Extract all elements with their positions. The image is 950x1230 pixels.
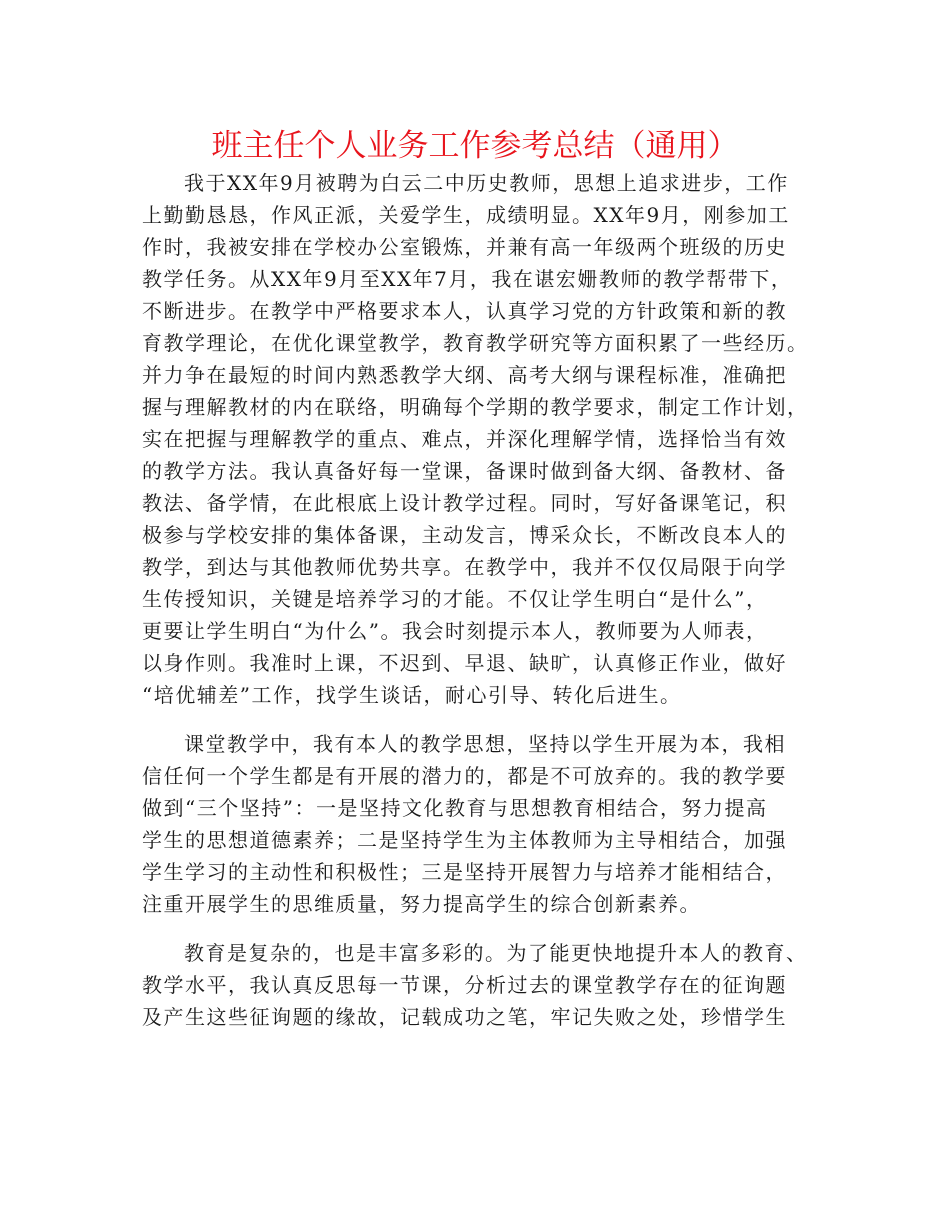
body-line: 信任何一个学生都是有开展的潜力的，都是不可放弃的。我的教学要 (142, 764, 787, 788)
body-line: 我于XX年9月被聘为白云二中历史教师，思想上追求进步，工作 (184, 171, 789, 195)
body-line: 教法、备学情，在此根底上设计教学过程。同时，写好备课笔记，积 (142, 491, 787, 515)
body-line: 并力争在最短的时间内熟悉教学大纲、高考大纲与课程标准，准确把 (142, 363, 787, 387)
body-line: 课堂教学中，我有本人的教学思想，坚持以学生开展为本，我相 (184, 732, 786, 756)
body-line: 生传授知识，关键是培养学习的才能。不仅让学生明白“是什么”， (142, 587, 768, 611)
body-line: 教育是复杂的，也是丰富多彩的。为了能更快地提升本人的教育、 (184, 941, 808, 965)
body-line: 的教学方法。我认真备好每一堂课，备课时做到备大纲、备教材、备 (142, 459, 787, 483)
body-line: 教学，到达与其他教师优势共享。在教学中，我并不仅仅局限于向学 (142, 555, 787, 579)
body-line: 不断进步。在教学中严格要求本人，认真学习党的方针政策和新的教 (142, 299, 787, 323)
body-line: 更要让学生明白“为什么”。我会时刻提示本人，教师要为人师表， (142, 619, 768, 643)
body-line: 实在把握与理解教学的重点、难点，并深化理解学情，选择恰当有效 (142, 427, 787, 451)
body-line: 教学水平，我认真反思每一节课，分析过去的课堂教学存在的征询题 (142, 973, 787, 997)
body-line: 以身作则。我准时上课，不迟到、早退、缺旷，认真修正作业，做好 (142, 651, 787, 675)
body-line: 做到“三个坚持”：一是坚持文化教育与思想教育相结合，努力提高 (142, 796, 768, 820)
body-line: 握与理解教材的内在联络，明确每个学期的教学要求，制定工作计划， (142, 395, 809, 419)
body-line: “培优辅差”工作，找学生谈话，耐心引导、转化后进生。 (142, 683, 682, 707)
body-line: 育教学理论，在优化课堂教学，教育教学研究等方面积累了一些经历。 (142, 331, 809, 355)
body-line: 注重开展学生的思维质量，努力提高学生的综合创新素养。 (142, 892, 701, 916)
body-line: 教学任务。从XX年9月至XX年7月，我在谌宏姗教师的教学帮带下， (142, 267, 793, 291)
body-line: 上勤勤恳恳，作风正派，关爱学生，成绩明显。XX年9月，刚参加工 (142, 203, 790, 227)
body-line: 学生的思想道德素养；二是坚持学生为主体教师为主导相结合，加强 (142, 828, 787, 852)
document-title: 班主任个人业务工作参考总结（通用） (211, 128, 739, 164)
body-line: 及产生这些征询题的缘故，记载成功之笔，牢记失败之处，珍惜学生 (142, 1005, 787, 1029)
body-line: 作时，我被安排在学校办公室锻炼，并兼有高一年级两个班级的历史 (142, 235, 787, 259)
body-line: 学生学习的主动性和积极性；三是坚持开展智力与培养才能相结合， (142, 860, 787, 884)
body-line: 极参与学校安排的集体备课，主动发言，博采众长，不断改良本人的 (142, 523, 787, 547)
